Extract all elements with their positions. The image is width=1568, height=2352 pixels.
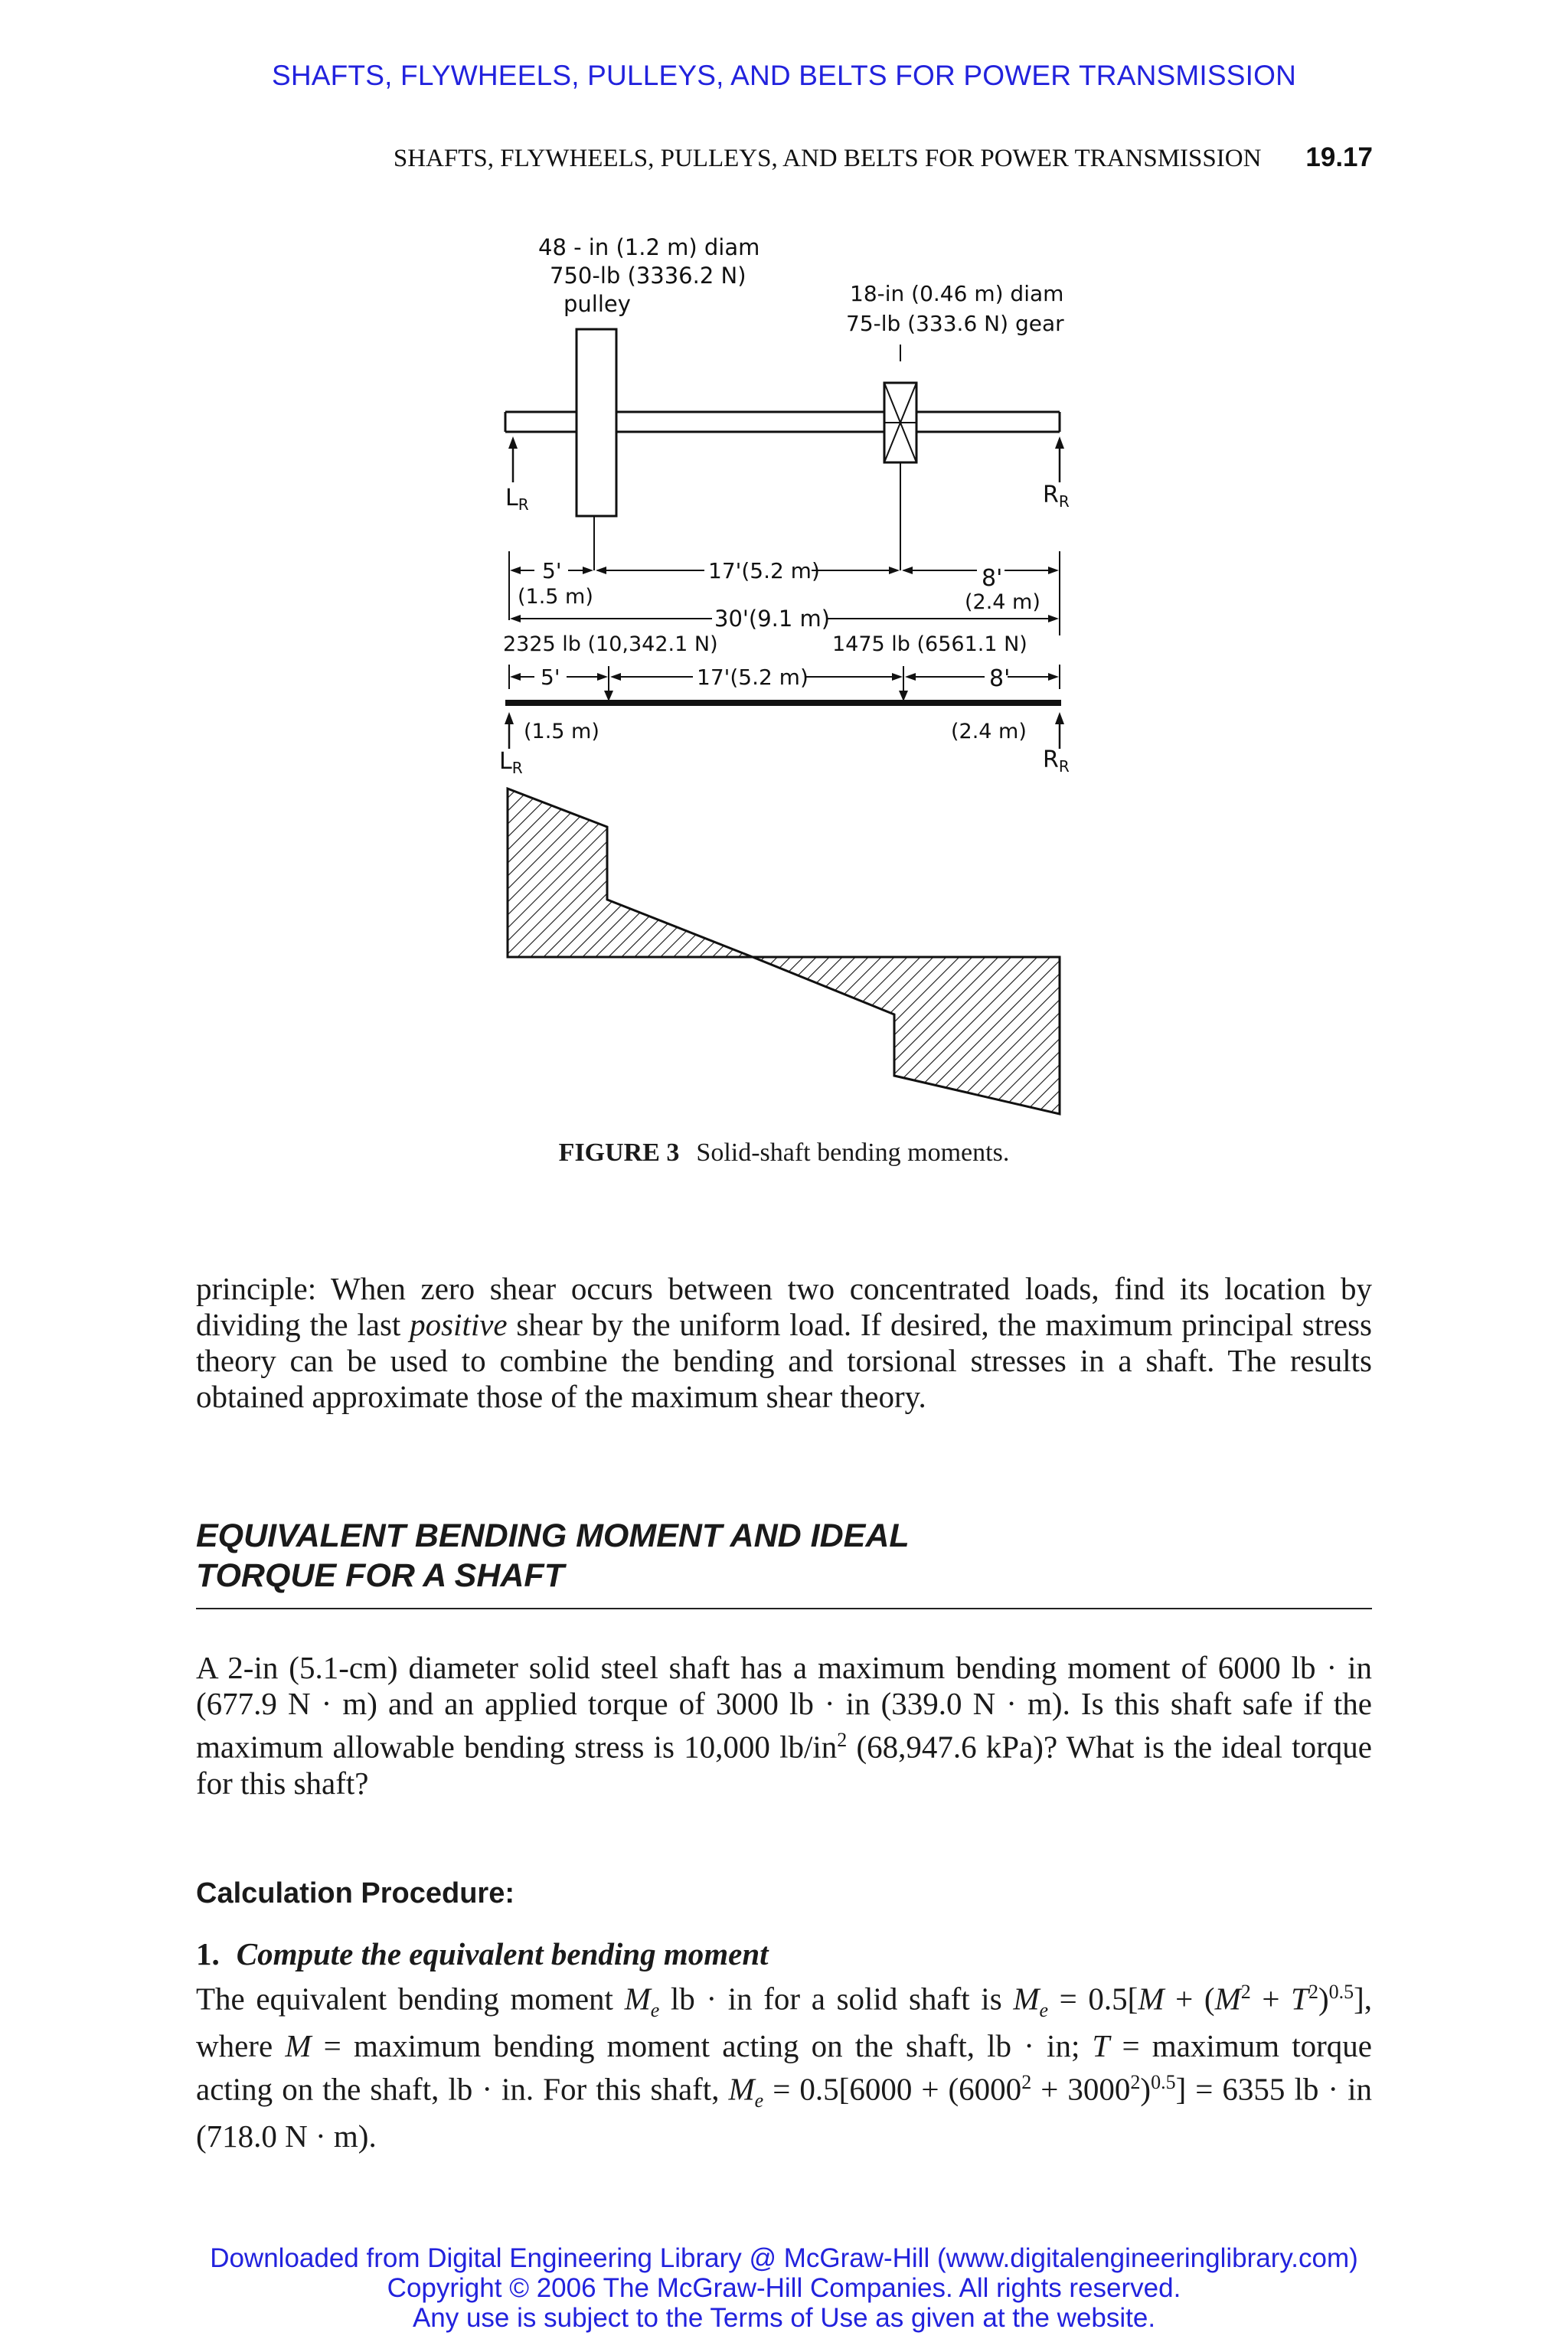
pulley-label-2: 750-lb (3336.2 N) — [550, 263, 746, 289]
step-1-title: Compute the equivalent bending moment — [236, 1936, 769, 1971]
dim-left-metric: (1.5 m) — [518, 585, 593, 609]
dim-right-metric: (2.4 m) — [965, 590, 1040, 614]
load-right: 1475 lb (6561.1 N) — [832, 632, 1027, 656]
dim-mid: 17'(5.2 m) — [708, 558, 820, 583]
gear-label-1: 18-in (0.46 m) diam — [850, 281, 1064, 306]
dim-right-2: 8' — [989, 665, 1011, 692]
para1-text-b: shear by the uniform load. If desired, the maximum principal stress theory can be used to combine the bending and torsional stresses in a shaft. The results obtained approximate those of the maximum shear theory. — [196, 1307, 1373, 1414]
shaft-figure — [459, 222, 1110, 1141]
para2-sup: 2 — [837, 1729, 848, 1751]
footer-line-1[interactable]: Downloaded from Digital Engineering Library @ McGraw-Hill (www.digitalengineeringlibrary.com) — [210, 2243, 1358, 2273]
section-heading-line1: EQUIVALENT BENDING MOMENT AND IDEAL — [196, 1517, 910, 1554]
left-reaction-arrow — [508, 436, 518, 482]
dim-left-2: 5' — [541, 665, 560, 690]
caption-label: FIGURE 3 — [558, 1138, 680, 1167]
gear — [884, 383, 916, 462]
left-reaction-label: $L_R$ — [505, 485, 529, 514]
dim-right: 8' — [982, 565, 1003, 592]
left-reaction-arrow-2 — [505, 712, 514, 749]
para1-text-a: principle: When zero shear occurs between two concentrated loads, find its location by dividing the last — [196, 1271, 1372, 1342]
download-footer — [0, 2243, 1568, 2333]
dim-total: 30'(9.1 m) — [714, 606, 831, 632]
paragraph-principle — [196, 1271, 1372, 1415]
shear-diagram — [508, 789, 1060, 1114]
pulley — [577, 329, 616, 516]
footer-line-2: Copyright © 2006 The McGraw-Hill Companies. All rights reserved. — [387, 2273, 1181, 2303]
step-1-text: The equivalent bending moment $M_e$ lb · in for a solid shaft is $M_e = 0.5[M + (M^2 + T^2)^{0.5}]$, where M = maximum bending moment acting on the shaft, lb · in; T = maximum torque acting on the shaft, lb · in. For this shaft, $M_e = 0.5[6000 + (6000^2 + 3000^2)^{0.5}] = 6355$ lb · in (718.0 N · m). — [196, 1981, 1373, 2154]
section-heading — [196, 1516, 1372, 1609]
footer-line-3: Any use is subject to the Terms of Use as given at the website. — [412, 2303, 1156, 2333]
pulley-label-1: 48 - in (1.2 m) diam — [538, 234, 760, 260]
library-banner: SHAFTS, FLYWHEELS, PULLEYS, AND BELTS FOR POWER TRANSMISSION — [271, 60, 1297, 91]
dim-mid-2: 17'(5.2 m) — [697, 665, 808, 690]
dim-right-2-metric: (2.4 m) — [951, 720, 1027, 743]
left-reaction-label-2: $L_R$ — [499, 748, 523, 777]
para2-text-a: A 2-in (5.1-cm) diameter solid steel shaft has a maximum bending moment of 6000 lb · in (677.9 N · m) and an applied torque of 3000 lb · in (339.0 N · m). Is this shaft safe if the maximum allowable bending stress is 10,000 lb/in — [196, 1650, 1372, 1765]
running-head — [394, 142, 1373, 173]
dim-left-2-metric: (1.5 m) — [524, 720, 599, 743]
right-reaction-label: $R_R$ — [1043, 482, 1070, 511]
para1-emphasis: positive — [410, 1307, 508, 1342]
dim-left: 5' — [542, 558, 562, 583]
gear-label-2: 75-lb (333.6 N) gear — [846, 311, 1064, 336]
right-reaction-label-2: $R_R$ — [1043, 746, 1070, 776]
right-reaction-arrow-2 — [1055, 712, 1064, 749]
page-number: 19.17 — [1305, 142, 1373, 172]
para2-text-b: (68,947.6 kPa)? What is the ideal torque for this shaft? — [196, 1729, 1373, 1801]
step-1-number: 1. — [196, 1936, 220, 1971]
caption-text: Solid-shaft bending moments. — [696, 1138, 1010, 1167]
calculation-procedure-heading: Calculation Procedure: — [196, 1877, 514, 1909]
step-1-heading — [196, 1936, 769, 1972]
section-heading-line2: TORQUE FOR A SHAFT — [196, 1557, 564, 1594]
pulley-label-3: pulley — [564, 291, 631, 317]
figure-caption — [0, 1138, 1568, 1168]
running-head-title: SHAFTS, FLYWHEELS, PULLEYS, AND BELTS FOR POWER TRANSMISSION — [393, 145, 1262, 172]
paragraph-problem — [196, 1650, 1372, 1802]
right-reaction-arrow — [1055, 436, 1064, 482]
load-left: 2325 lb (10,342.1 N) — [503, 632, 718, 656]
